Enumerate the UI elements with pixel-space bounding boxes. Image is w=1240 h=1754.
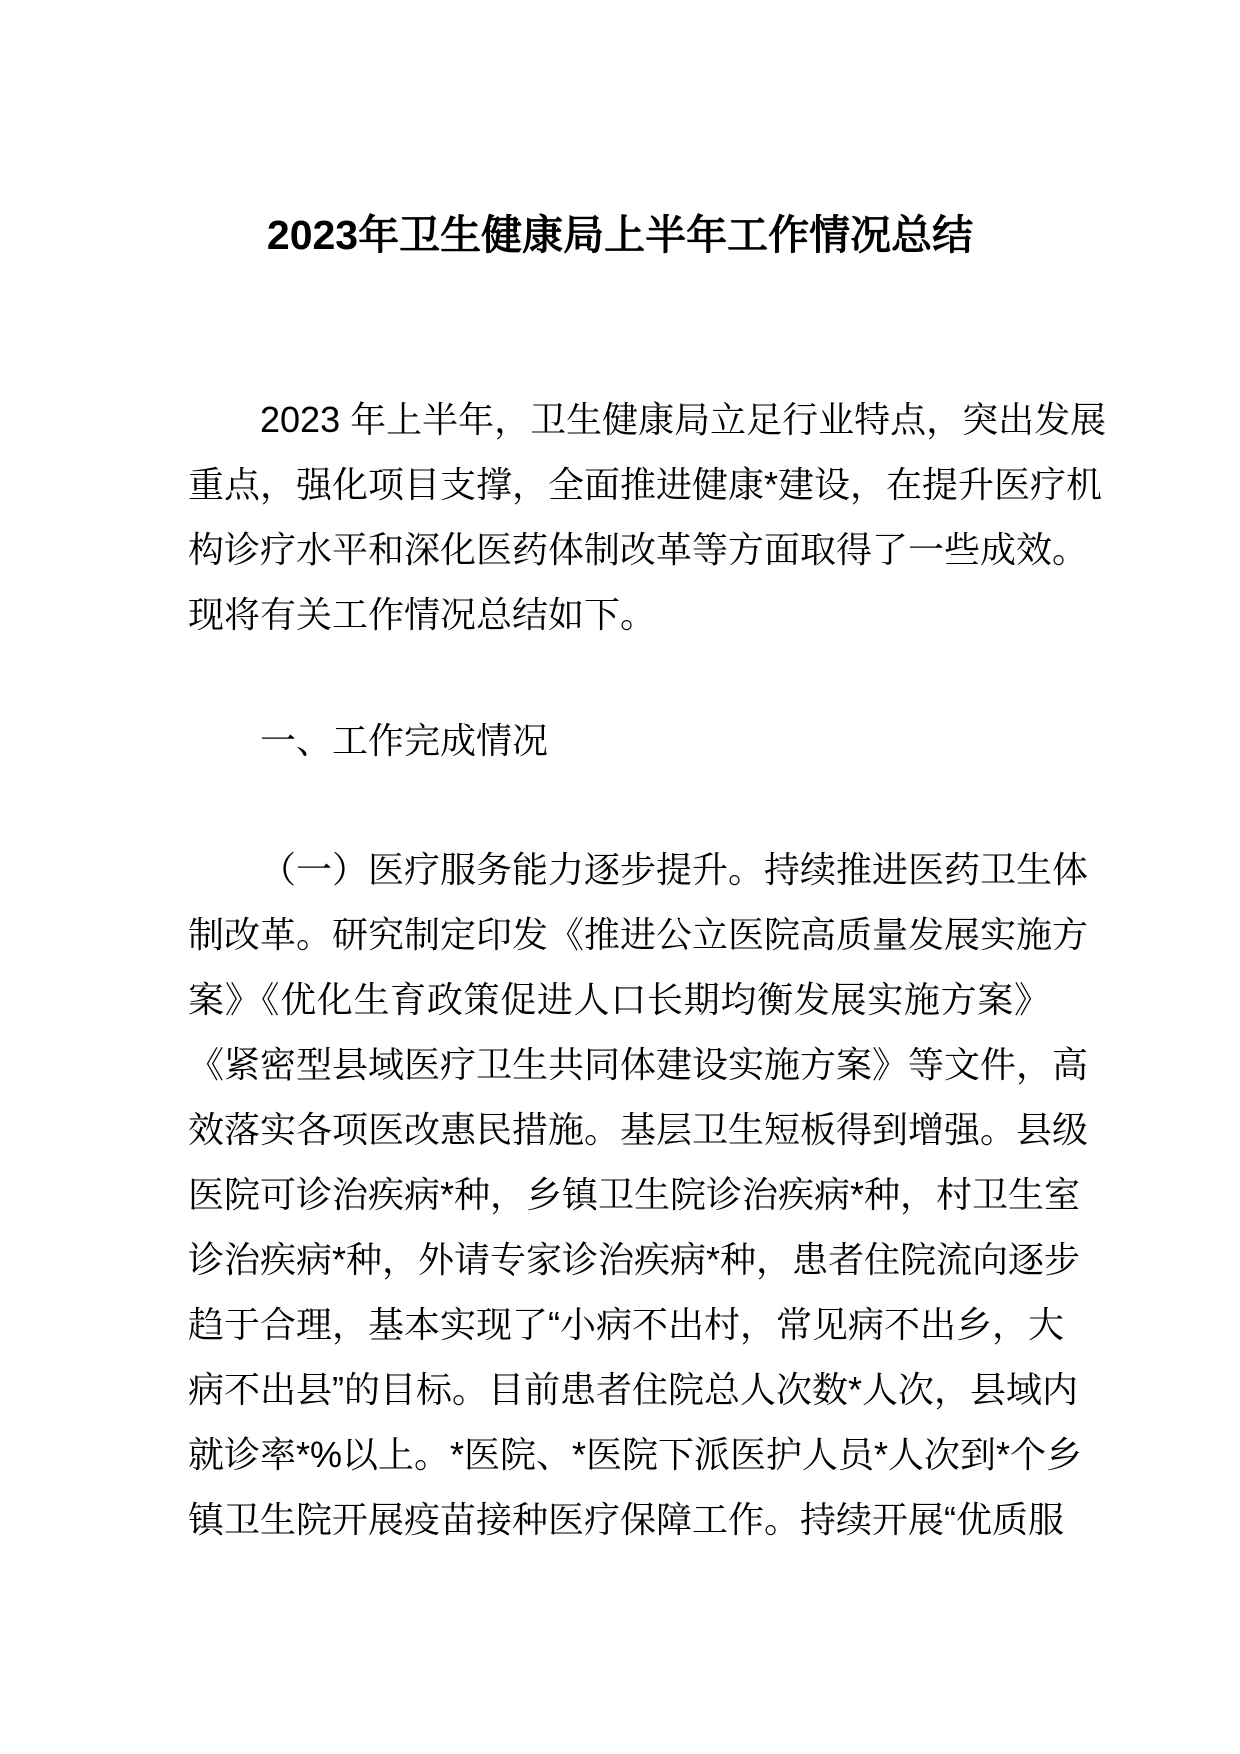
paragraph-line: 2023 年上半年，卫生健康局立足行业特点，突出发展: [260, 399, 1107, 440]
section1-paragraph: [188, 837, 1089, 1552]
paragraph-line: （一）医疗服务能力逐步提升。持续推进医药卫生体: [260, 849, 1089, 890]
paragraph-line: 医院可诊治疾病*种，乡镇卫生院诊治疾病*种，村卫生室: [188, 1174, 1081, 1215]
paragraph-line: 现将有关工作情况总结如下。: [188, 594, 657, 635]
section-heading: 一、工作完成情况: [260, 720, 549, 761]
paragraph-line: 就诊率*%以上。*医院、*医院下派医护人员*人次到*个乡: [188, 1434, 1083, 1475]
paragraph-line: 《紧密型县域医疗卫生共同体建设实施方案》等文件，高: [188, 1044, 1089, 1085]
paragraph-line: 制改革。研究制定印发《推进公立医院高质量发展实施方: [188, 914, 1089, 955]
document-title: 2023年卫生健康局上半年工作情况总结: [266, 212, 974, 258]
paragraph-line: 案》《优化生育政策促进人口长期均衡发展实施方案》: [188, 979, 1050, 1020]
paragraph-line: 镇卫生院开展疫苗接种医疗保障工作。持续开展“优质服: [188, 1499, 1064, 1540]
paragraph-line: 效落实各项医改惠民措施。基层卫生短板得到增强。县级: [188, 1109, 1089, 1150]
paragraph-line: 重点，强化项目支撑，全面推进健康*建设，在提升医疗机: [188, 464, 1103, 505]
paragraph-line: 趋于合理，基本实现了“小病不出村，常见病不出乡，大: [188, 1304, 1064, 1345]
paragraph-line: 诊治疾病*种，外请专家诊治疾病*种，患者住院流向逐步: [188, 1239, 1081, 1280]
paragraph-line: 病不出县”的目标。目前患者住院总人次数*人次，县域内: [188, 1369, 1078, 1410]
intro-paragraph: [188, 387, 1107, 647]
paragraph-line: 构诊疗水平和深化医药体制改革等方面取得了一些成效。: [188, 529, 1089, 570]
